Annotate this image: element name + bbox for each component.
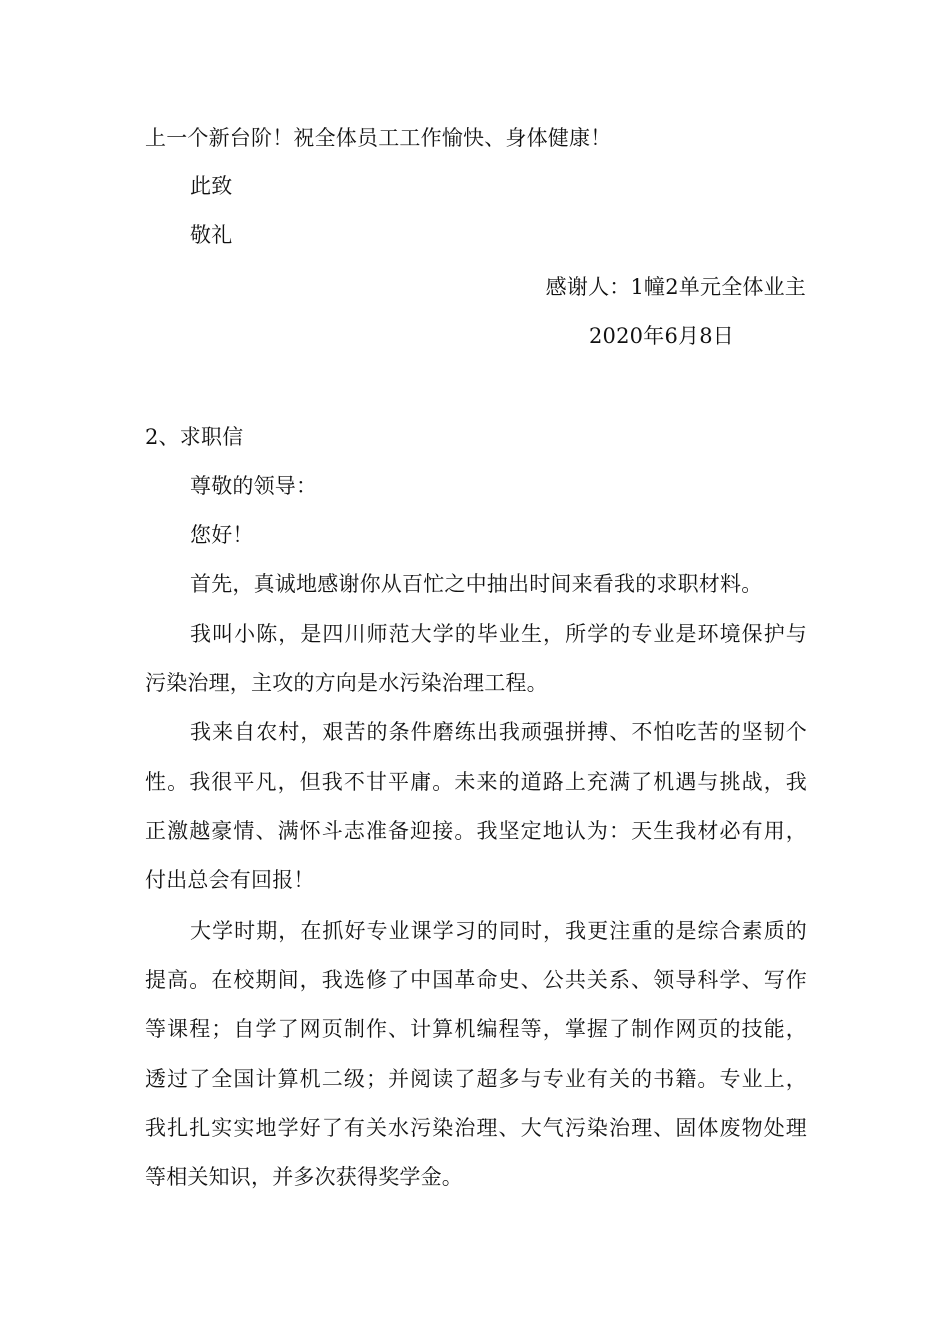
body-line: 我来自农村，艰苦的条件磨练出我顽强拼搏、不怕吃苦的坚韧个 — [190, 720, 807, 744]
body-line: 等课程；自学了网页制作、计算机编程等，掌握了制作网页的技能， — [145, 1017, 807, 1041]
body-line: 正激越豪情、满怀斗志准备迎接。我坚定地认为：天生我材必有用， — [145, 819, 807, 843]
salutation-jingli: 敬礼 — [190, 223, 233, 247]
body-line: 提高。在校期间，我选修了中国革命史、公共关系、领导科学、写作 — [145, 968, 807, 992]
body-line: 污染治理，主攻的方向是水污染治理工程。 — [145, 671, 548, 695]
letter-hello: 您好！ — [190, 523, 254, 547]
body-line: 我扎扎实实地学好了有关水污染治理、大气污染治理、固体废物处理 — [145, 1116, 807, 1140]
body-line: 等相关知识，并多次获得奖学金。 — [145, 1165, 463, 1189]
body-line: 大学时期，在抓好专业课学习的同时，我更注重的是综合素质的 — [190, 919, 807, 943]
salutation-cizhi: 此致 — [190, 174, 233, 198]
body-line: 付出总会有回报！ — [145, 868, 315, 892]
closing-line: 上一个新台阶！祝全体员工工作愉快、身体健康！ — [145, 126, 612, 150]
body-line: 首先，真诚地感谢你从百忙之中抽出时间来看我的求职材料。 — [190, 572, 763, 596]
letter-greeting: 尊敬的领导： — [190, 474, 318, 498]
section-heading: 2、求职信 — [145, 425, 244, 449]
signature: 感谢人：1幢2单元全体业主 — [545, 275, 806, 299]
body-line: 透过了全国计算机二级；并阅读了超多与专业有关的书籍。专业上， — [145, 1067, 807, 1091]
body-line: 性。我很平凡，但我不甘平庸。未来的道路上充满了机遇与挑战，我 — [145, 770, 807, 794]
letter-date: 2020年6月8日 — [589, 324, 734, 348]
body-line: 我叫小陈，是四川师范大学的毕业生，所学的专业是环境保护与 — [190, 622, 807, 646]
